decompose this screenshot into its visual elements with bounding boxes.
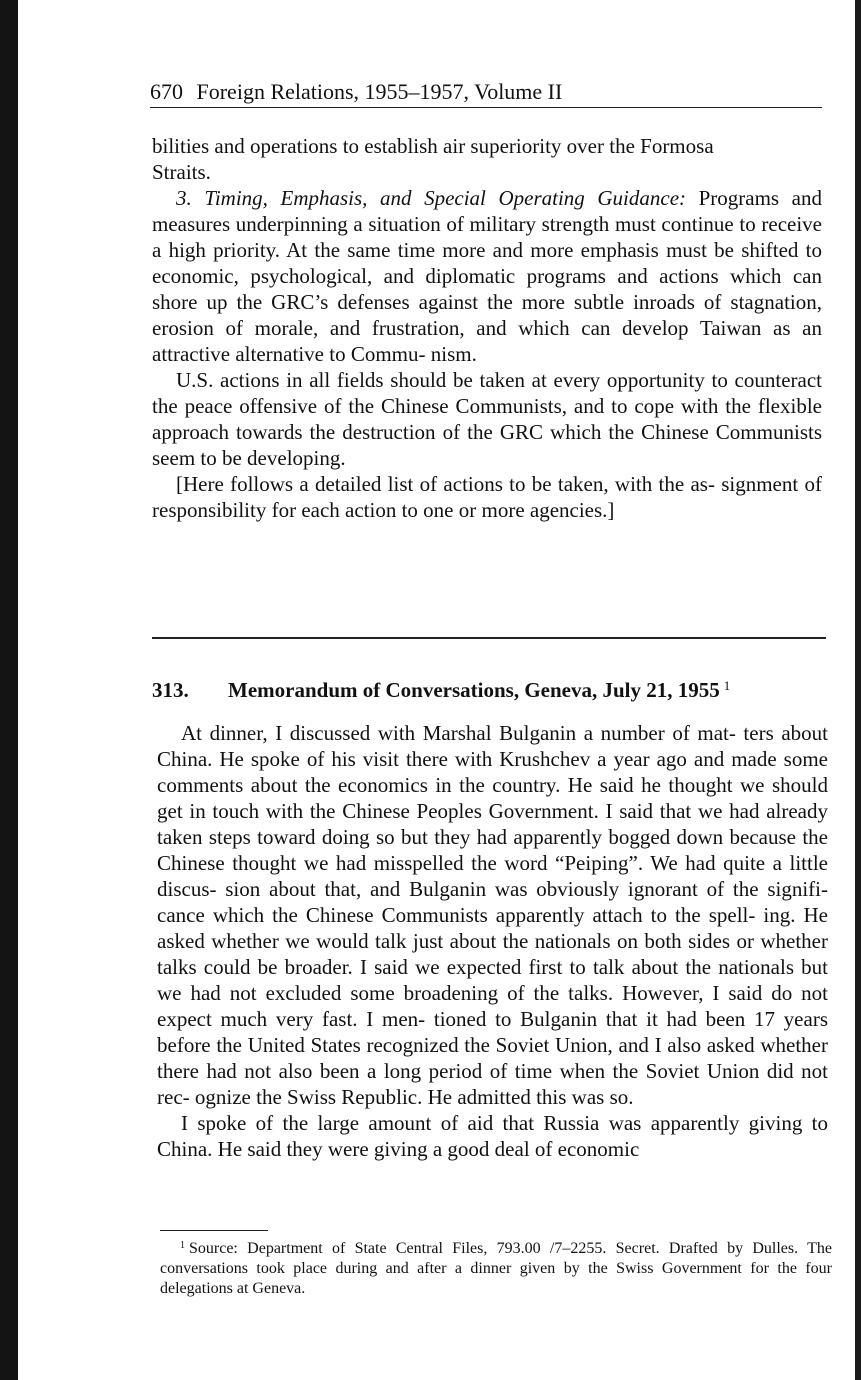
paragraph-dinner-discussion: At dinner, I discussed with Marshal Bulganin a number of mat- ters about China. He spoke of his visit there with Krushchev a year ago and made some comments about the economics in the country. He said he thought we should get in touch with the Chinese Peoples Government. I said that we had already taken steps toward doing so but they had apparently bogged down because the Chinese thought we had misspelled the word “Peiping”. We had quite a little discus- sion about that, and Bulganin was obviously ignorant of the signifi- cance which the Chinese Communists apparently attach to the spell- ing. He asked whether we would talk just about the nationals on both sides or whether talks could be broader. I said we expected first to talk about the nationals but we had not excluded some broadening of the talks. However, I said do not expect much very fast. I men- tioned to Bulganin that it had been 17 years before the United States recognized the Soviet Union, and I also asked whether there had not also been a long period of time when the Soviet Union did not rec- ognize the Swiss Republic. He admitted this was so.: [157, 721, 828, 1109]
footnote-reference: 1: [723, 678, 731, 693]
paragraph-text: Programs and measures underpinning a situation of military strength must continue to receive a high priority. At the same time more and more emphasis must be shifted to economic, psychological, and diplomatic programs and actions which can shore up the GRC’s defenses against the more subtle inroads of stagnation, erosion of morale, and frustration, and which can develop Taiwan as an attractive alternative to Commu- nism.: [152, 186, 822, 366]
subsection-label: 3. Timing, Emphasis, and Special Operating Guidance:: [176, 186, 687, 210]
paragraph-timing-emphasis: [152, 185, 822, 367]
section-divider: [152, 637, 826, 639]
document-body: [157, 720, 828, 1162]
continued-section: [152, 133, 822, 523]
paragraph-line: Straits.: [152, 160, 211, 184]
paragraph-us-actions: U.S. actions in all fields should be taken at every opportunity to counteract the peace offensive of the Chinese Communists, and to cope with the flexible approach towards the destruction of the GRC which the Chinese Communists seem to be developing.: [152, 368, 822, 470]
footnote-text: Source: Department of State Central Files, 793.00 /7–2255. Secret. Drafted by Dulles. The conversations took place during and after a dinner given by the Swiss Government for the four delegations at Geneva.: [160, 1240, 832, 1297]
running-title: Foreign Relations, 1955–1957, Volume II: [196, 79, 563, 104]
running-header: [150, 78, 822, 108]
paragraph-aid: I spoke of the large amount of aid that Russia was apparently giving to China. He said they were giving a good deal of economic: [157, 1111, 828, 1161]
footnote-marker: 1: [180, 1240, 185, 1251]
page-number: 670: [150, 79, 183, 104]
paragraph-line: bilities and operations to establish air superiority over the Formosa: [152, 134, 714, 158]
footnote: [160, 1236, 832, 1299]
editorial-note: [Here follows a detailed list of actions to be taken, with the as- signment of responsibility for each action to one or more agencies.]: [152, 472, 822, 522]
footnote-divider: [160, 1230, 268, 1231]
document-number: 313.: [152, 678, 189, 702]
document-title: Memorandum of Conversations, Geneva, July 21, 1955: [228, 678, 720, 702]
document-heading: [152, 672, 832, 704]
